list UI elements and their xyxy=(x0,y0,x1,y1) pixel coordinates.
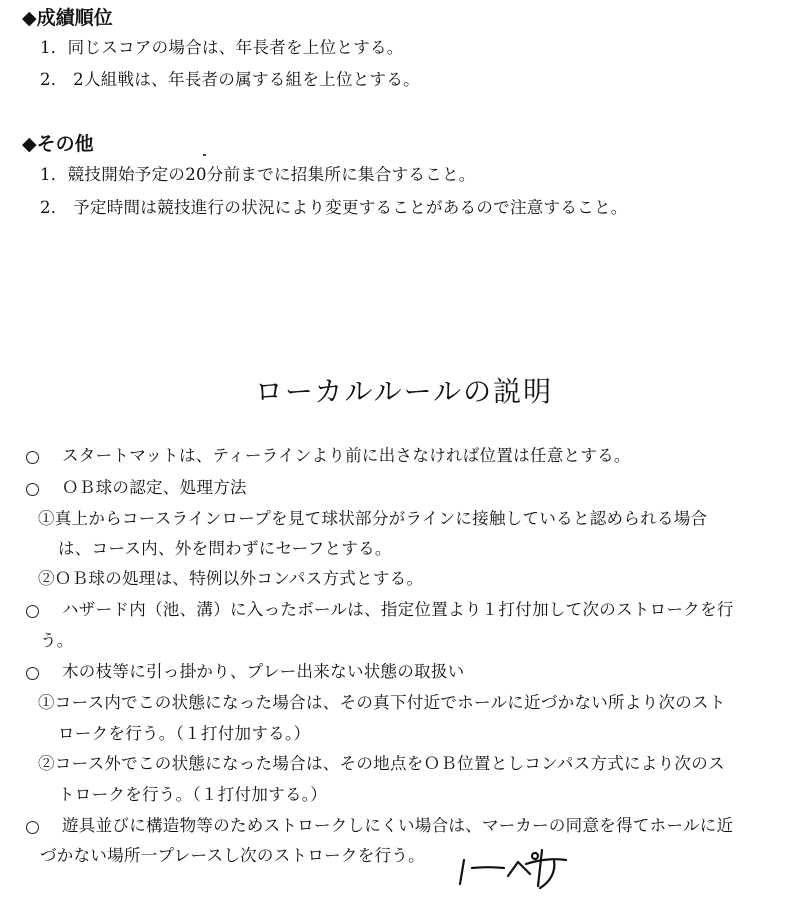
other-item-1: 1．競技開始予定の20分前までに招集所に集合すること。 xyxy=(40,165,476,184)
rule-3-line2: う。 xyxy=(40,631,74,650)
rule-bullet-circle xyxy=(26,483,39,496)
rule-5-line2: づかない場所一プレースし次のストロークを行う。 xyxy=(40,846,425,865)
rule-4-sub2-line2: トロークを行う。（１打付加する。） xyxy=(58,785,328,804)
rule-4-sub1-line1: ①コース内でこの状態になった場合は、その真下付近でホールに近づかない所より次のスト xyxy=(38,693,726,712)
section-heading-ranking: ◆成績順位 xyxy=(22,7,113,29)
handwritten-note xyxy=(458,840,570,892)
ranking-item-2: 2． 2人組戦は、年長者の属する組を上位とする。 xyxy=(40,70,420,89)
rule-4-sub1-line2: ロークを行う。（１打付加する。） xyxy=(58,724,311,743)
local-rules-title: ローカルルールの説明 xyxy=(254,375,554,408)
rule-4-sub2-line1: ②コース外でこの状態になった場合は、その地点をＯＢ位置としコンパス方式により次のス xyxy=(38,754,725,773)
rule-bullet-circle xyxy=(26,605,39,618)
scan-speck xyxy=(203,154,206,156)
section-heading-other: ◆その他 xyxy=(22,133,94,155)
rule-bullet-circle xyxy=(26,821,39,834)
other-item-2: 2． 予定時間は競技進行の状況により変更することがあるので注意すること。 xyxy=(40,198,628,217)
rule-3-line1: ハザード内（池、溝）に入ったボールは、指定位置より１打付加して次のストロークを行 xyxy=(62,600,734,619)
rule-5-line1: 遊具並びに構造物等のためストロークしにくい場合は、マーカーの同意を得てホールに近 xyxy=(62,816,734,835)
rule-2-sub2: ②ＯＢ球の処理は、特例以外コンパス方式とする。 xyxy=(38,569,424,588)
rule-bullet-circle xyxy=(26,451,39,464)
rule-1-text: スタートマットは、ティーラインより前に出さなければ位置は任意とする。 xyxy=(62,446,631,465)
rule-2-text: ＯＢ球の認定、処理方法 xyxy=(62,478,247,497)
rule-bullet-circle xyxy=(26,667,39,680)
rule-2-sub1-line2: は、コース内、外を問わずにセーフとする。 xyxy=(58,539,392,558)
rule-2-sub1-line1: ①真上からコースラインロープを見て球状部分がラインに接触していると認められる場合 xyxy=(38,509,708,528)
ranking-item-1: 1．同じスコアの場合は、年長者を上位とする。 xyxy=(40,38,404,57)
rule-4-text: 木の枝等に引っ掛かり、プレー出来ない状態の取扱い xyxy=(62,662,465,681)
